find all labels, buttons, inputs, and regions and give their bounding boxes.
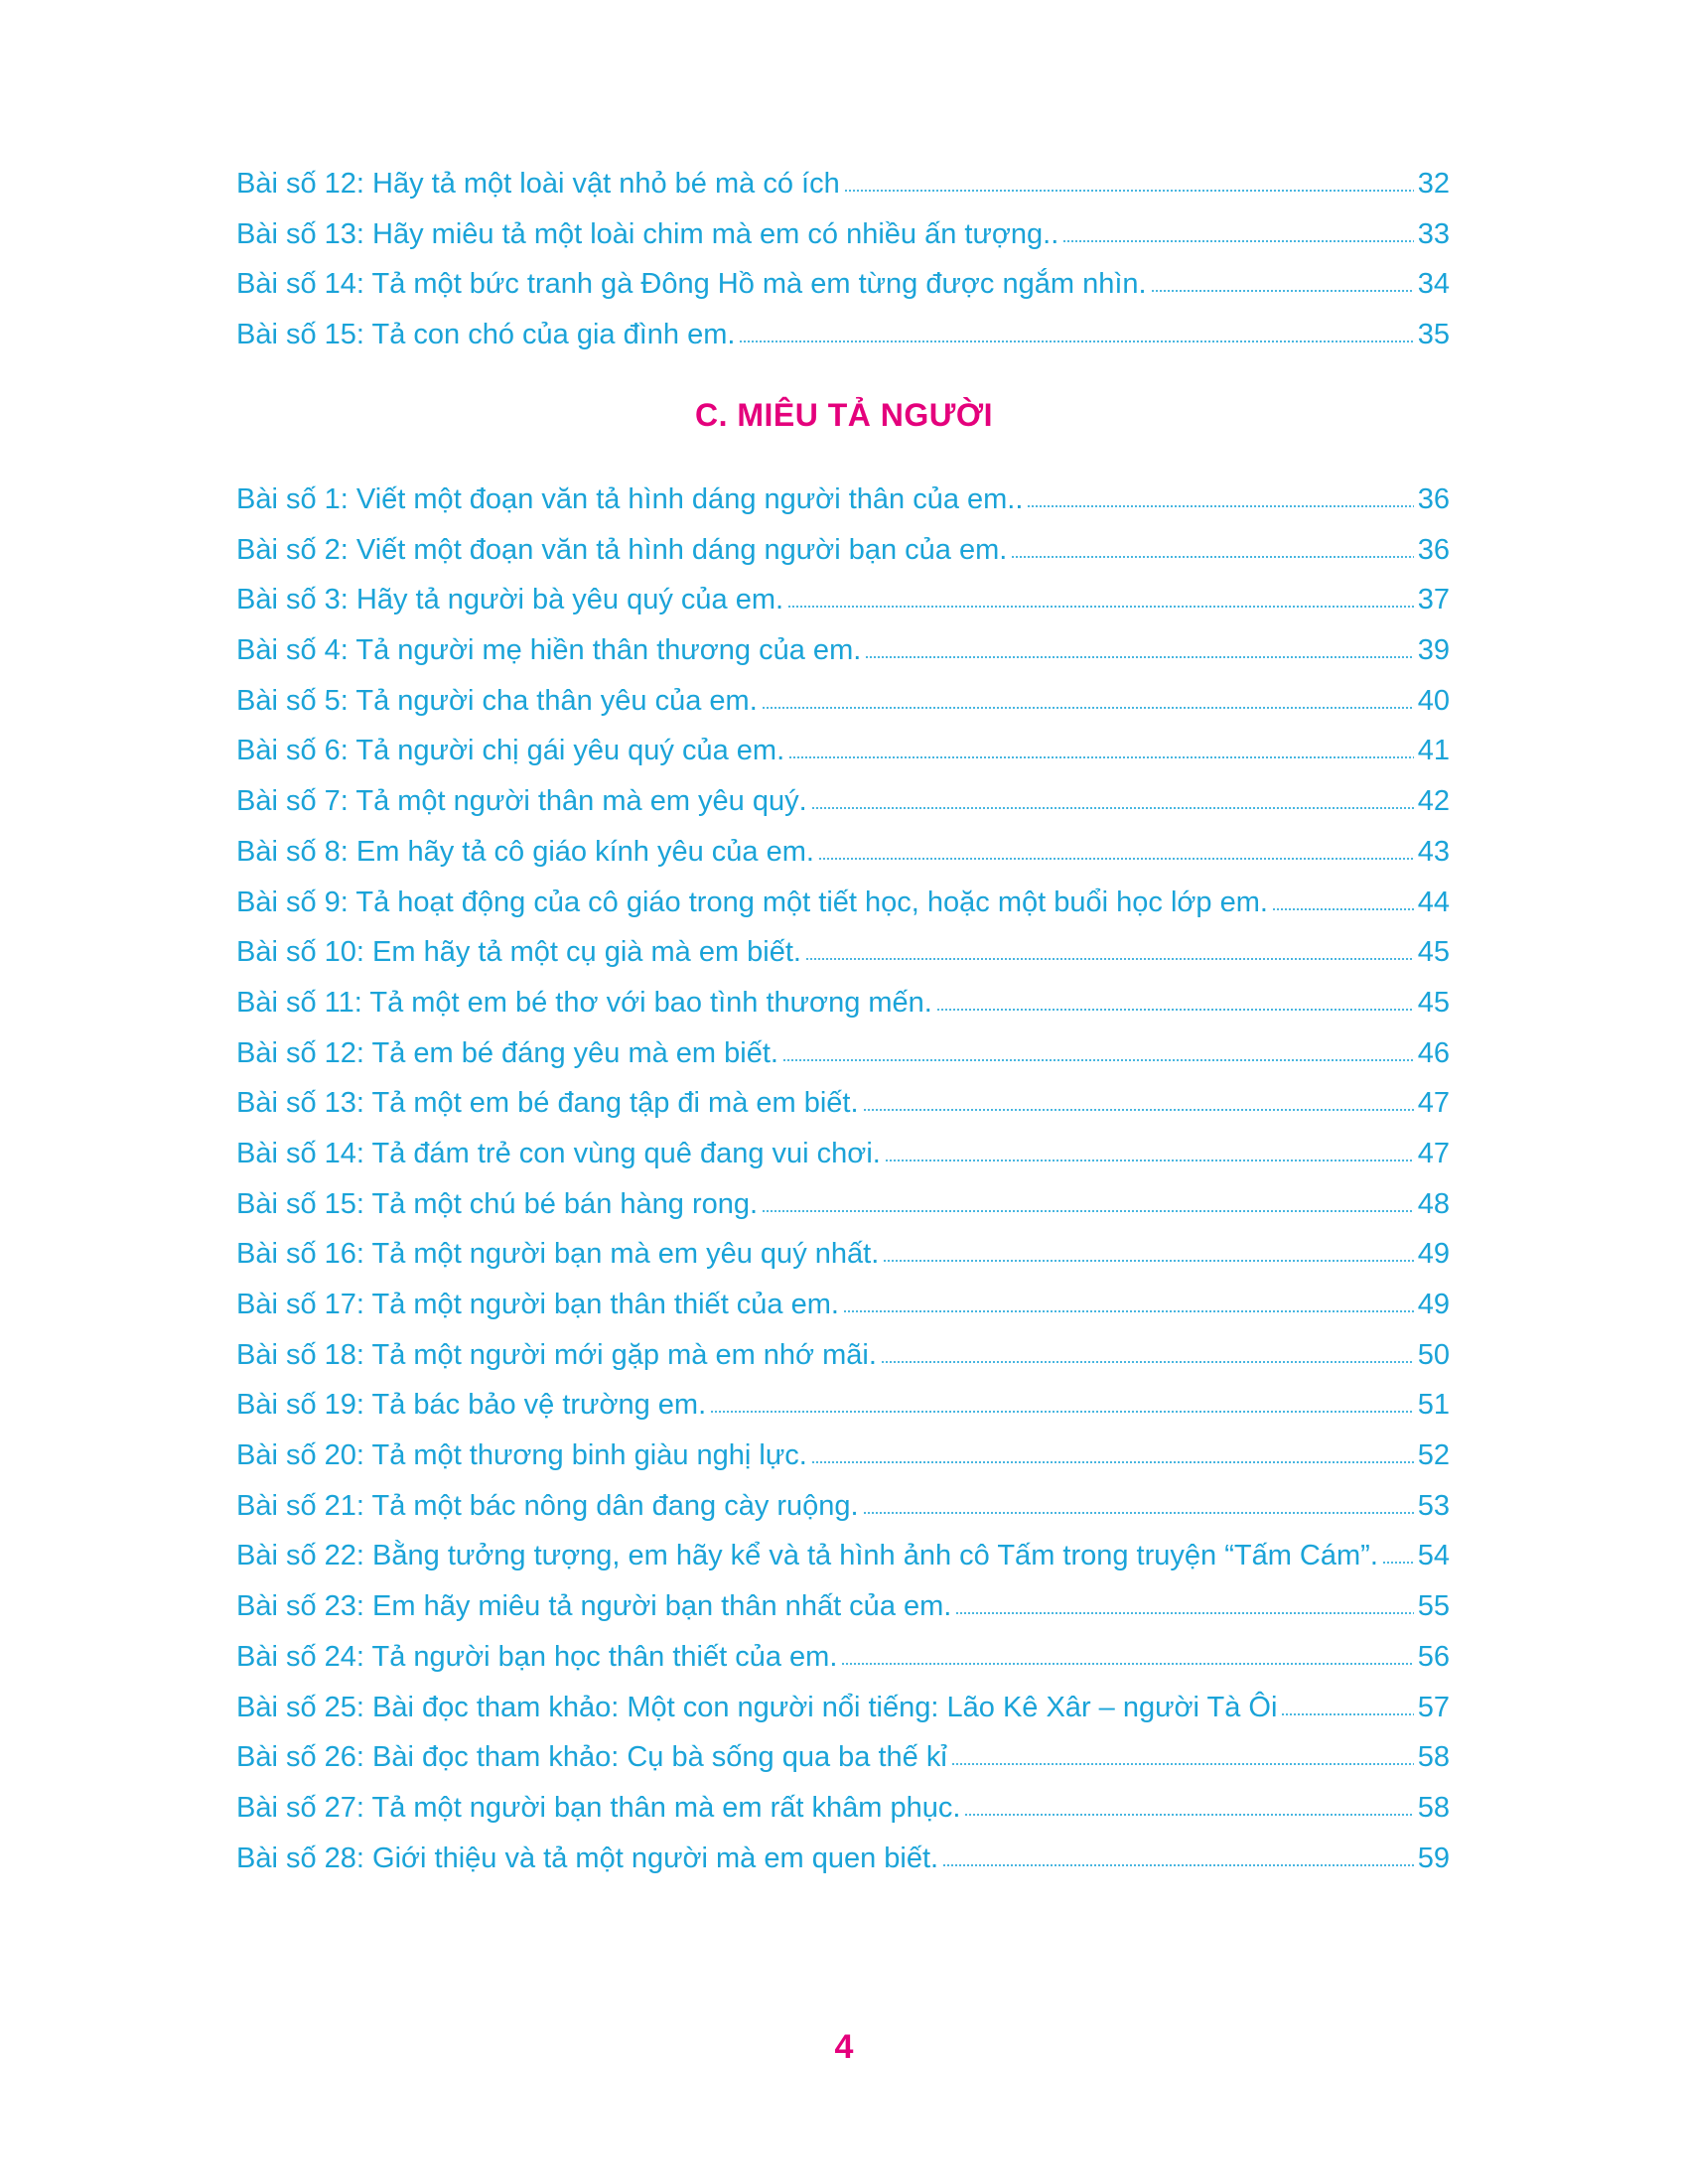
toc-entry-page: 48: [1417, 1187, 1450, 1220]
dot-leader: [710, 1411, 1414, 1413]
toc-entry[interactable]: [236, 1581, 1450, 1632]
toc-entry-page: 43: [1417, 835, 1450, 868]
dot-leader: [1062, 240, 1413, 242]
section-heading: C. MIÊU TẢ NGƯỜI: [694, 397, 994, 433]
dot-leader: [843, 1310, 1414, 1312]
dot-leader: [1281, 1713, 1413, 1715]
toc-entry[interactable]: [236, 1229, 1450, 1280]
toc-entry-page: 54: [1417, 1540, 1450, 1572]
toc-entry-page: 35: [1417, 319, 1450, 351]
page-number: 4: [834, 2028, 854, 2066]
toc-entry[interactable]: [236, 1481, 1450, 1532]
toc-entry[interactable]: [236, 625, 1450, 676]
toc-entry-title: Bài số 17: Tả một người bạn thân thiết của em.: [236, 1289, 839, 1320]
toc-entry[interactable]: [236, 1632, 1450, 1683]
toc-entry[interactable]: [236, 1531, 1450, 1581]
toc-entry[interactable]: [236, 1380, 1450, 1431]
toc-entry-title: Bài số 26: Bài đọc tham khảo: Cụ bà sống qua ba thế kỉ: [236, 1741, 947, 1774]
dot-leader: [955, 1612, 1413, 1614]
toc-entry[interactable]: [236, 1280, 1450, 1330]
toc-entry-title: Bài số 4: Tả người mẹ hiền thân thương của em.: [236, 634, 862, 667]
toc-entry[interactable]: [236, 878, 1450, 928]
dot-leader: [762, 707, 1414, 709]
toc-entry-page: 40: [1417, 684, 1450, 717]
toc-entry-page: 53: [1417, 1489, 1450, 1522]
dot-leader: [1382, 1562, 1414, 1564]
dot-leader: [863, 1109, 1414, 1111]
toc-entry[interactable]: [236, 676, 1450, 727]
toc-entry[interactable]: [236, 310, 1450, 360]
toc-entry-page: 58: [1417, 1741, 1450, 1774]
toc-entry-title: Bài số 24: Tả người bạn học thân thiết của em.: [236, 1640, 838, 1673]
dot-leader: [844, 190, 1414, 192]
dot-leader: [1272, 908, 1414, 910]
toc-entry[interactable]: [236, 1078, 1450, 1129]
dot-leader: [818, 858, 1414, 860]
toc-entry-title: Bài số 10: Em hãy tả một cụ già mà em biết.: [236, 936, 801, 969]
toc-entry-title: Bài số 2: Viết một đoạn văn tả hình dáng người bạn của em.: [236, 533, 1008, 566]
toc-entry[interactable]: [236, 927, 1450, 978]
toc-entry[interactable]: [236, 827, 1450, 878]
toc-entry-page: 36: [1417, 533, 1450, 566]
toc-entry[interactable]: [236, 726, 1450, 776]
dot-leader: [885, 1160, 1414, 1161]
toc-entry-page: 47: [1417, 1087, 1450, 1120]
toc-entry-title: Bài số 19: Tả bác bảo vệ trường em.: [236, 1389, 707, 1422]
toc-entry-page: 45: [1417, 986, 1450, 1019]
toc-entry-page: 57: [1417, 1691, 1450, 1723]
toc-entry-title: Bài số 21: Tả một bác nông dân đang cày ruộng.: [236, 1489, 859, 1522]
toc-entry-page: 50: [1417, 1338, 1450, 1371]
toc-entry-page: 52: [1417, 1439, 1450, 1472]
toc-entry[interactable]: [236, 1834, 1450, 1884]
toc-entry-title: Bài số 1: Viết một đoạn văn tả hình dáng người thân của em..: [236, 483, 1024, 515]
toc-entry-page: 51: [1417, 1389, 1450, 1422]
toc-entry-title: Bài số 22: Bằng tưởng tượng, em hãy kể và tả hình ảnh cô Tấm trong truyện “Tấm Cám”.: [236, 1540, 1378, 1572]
toc-entry[interactable]: [236, 978, 1450, 1028]
toc-entry-page: 47: [1417, 1137, 1450, 1169]
toc-entry[interactable]: [236, 1330, 1450, 1381]
dot-leader: [964, 1814, 1413, 1816]
dot-leader: [805, 958, 1414, 960]
dot-leader: [788, 756, 1414, 758]
dot-leader: [942, 1864, 1414, 1866]
toc-entry[interactable]: [236, 1431, 1450, 1481]
dot-leader: [739, 341, 1413, 342]
toc-entry-title: Bài số 28: Giới thiệu và tả một người mà em quen biết.: [236, 1842, 939, 1874]
toc-entry-page: 49: [1417, 1238, 1450, 1271]
dot-leader: [787, 606, 1414, 608]
toc-entry-title: Bài số 13: Hãy miêu tả một loài chim mà em có nhiều ấn tượng..: [236, 217, 1059, 250]
toc-entry[interactable]: [236, 209, 1450, 260]
toc-entry-title: Bài số 12: Tả em bé đáng yêu mà em biết.: [236, 1036, 778, 1069]
toc-entry-title: Bài số 11: Tả một em bé thơ với bao tình thương mến.: [236, 986, 932, 1019]
dot-leader: [1027, 505, 1413, 507]
toc-entry-title: Bài số 8: Em hãy tả cô giáo kính yêu của em.: [236, 835, 814, 868]
dot-leader: [865, 656, 1413, 658]
toc-entry-title: Bài số 23: Em hãy miêu tả người bạn thân nhất của em.: [236, 1590, 952, 1623]
toc-entry[interactable]: [236, 259, 1450, 310]
toc-entry-page: 32: [1417, 168, 1450, 200]
dot-leader: [881, 1361, 1414, 1363]
dot-leader: [936, 1009, 1414, 1011]
toc-entry-title: Bài số 9: Tả hoạt động của cô giáo trong một tiết học, hoặc một buổi học lớp em.: [236, 886, 1268, 918]
toc-entry-page: 34: [1417, 268, 1450, 301]
toc-entry-title: Bài số 6: Tả người chị gái yêu quý của em.: [236, 735, 785, 767]
toc-entry-title: Bài số 14: Tả đám trẻ con vùng quê đang vui chơi.: [236, 1137, 881, 1169]
toc-entry[interactable]: [236, 1179, 1450, 1230]
toc-entry-page: 33: [1417, 217, 1450, 250]
toc-entry-title: Bài số 5: Tả người cha thân yêu của em.: [236, 684, 758, 717]
toc-entry-page: 45: [1417, 936, 1450, 969]
toc-entry-page: 44: [1417, 886, 1450, 918]
dot-leader: [811, 807, 1414, 809]
toc-entry[interactable]: [236, 776, 1450, 827]
toc-entry-page: 37: [1417, 584, 1450, 616]
toc-entry[interactable]: [236, 525, 1450, 576]
toc-entry-title: Bài số 27: Tả một người bạn thân mà em rất khâm phục.: [236, 1791, 961, 1824]
toc-entry[interactable]: [236, 159, 1450, 209]
toc-entry-title: Bài số 3: Hãy tả người bà yêu quý của em.: [236, 584, 784, 616]
toc-entry-title: Bài số 14: Tả một bức tranh gà Đông Hồ mà em từng được ngắm nhìn.: [236, 268, 1147, 301]
toc-entry[interactable]: [236, 1028, 1450, 1079]
toc-entry-page: 49: [1417, 1289, 1450, 1320]
dot-leader: [1151, 290, 1414, 292]
toc-entry[interactable]: [236, 1783, 1450, 1834]
toc-list-section-c: [236, 475, 1450, 1883]
toc-entry[interactable]: [236, 1129, 1450, 1179]
toc-entry-page: 42: [1417, 785, 1450, 818]
toc-entry-title: Bài số 16: Tả một người bạn mà em yêu quý nhất.: [236, 1238, 880, 1271]
toc-entry[interactable]: [236, 1732, 1450, 1783]
dot-leader: [883, 1260, 1413, 1262]
toc-entry-title: Bài số 7: Tả một người thân mà em yêu quý.: [236, 785, 807, 818]
toc-entry-page: 36: [1417, 483, 1450, 515]
toc-entry-page: 59: [1417, 1842, 1450, 1874]
toc-entry-title: Bài số 18: Tả một người mới gặp mà em nhớ mãi.: [236, 1338, 877, 1371]
toc-entry[interactable]: [236, 1683, 1450, 1733]
toc-entry-page: 58: [1417, 1791, 1450, 1824]
toc-entry-title: Bài số 15: Tả một chú bé bán hàng rong.: [236, 1187, 759, 1220]
toc-entry-title: Bài số 12: Hãy tả một loài vật nhỏ bé mà có ích: [236, 168, 840, 200]
dot-leader: [1011, 556, 1413, 558]
dot-leader: [841, 1663, 1413, 1665]
dot-leader: [951, 1763, 1414, 1765]
toc-entry-title: Bài số 13: Tả một em bé đang tập đi mà em biết.: [236, 1087, 859, 1120]
dot-leader: [762, 1210, 1414, 1212]
toc-entry-page: 56: [1417, 1640, 1450, 1673]
toc-entry-title: Bài số 15: Tả con chó của gia đình em.: [236, 319, 736, 351]
toc-list-previous-section: [236, 159, 1450, 360]
toc-entry-page: 39: [1417, 634, 1450, 667]
dot-leader: [782, 1059, 1414, 1061]
toc-entry-page: 41: [1417, 735, 1450, 767]
dot-leader: [863, 1512, 1414, 1514]
toc-entry[interactable]: [236, 575, 1450, 625]
dot-leader: [811, 1461, 1414, 1463]
toc-entry-page: 55: [1417, 1590, 1450, 1623]
toc-entry-title: Bài số 20: Tả một thương binh giàu nghị lực.: [236, 1439, 807, 1472]
toc-entry-page: 46: [1417, 1036, 1450, 1069]
toc-entry[interactable]: [236, 475, 1450, 525]
toc-entry-title: Bài số 25: Bài đọc tham khảo: Một con người nổi tiếng: Lão Kê Xâr – người Tà Ôi: [236, 1691, 1278, 1723]
